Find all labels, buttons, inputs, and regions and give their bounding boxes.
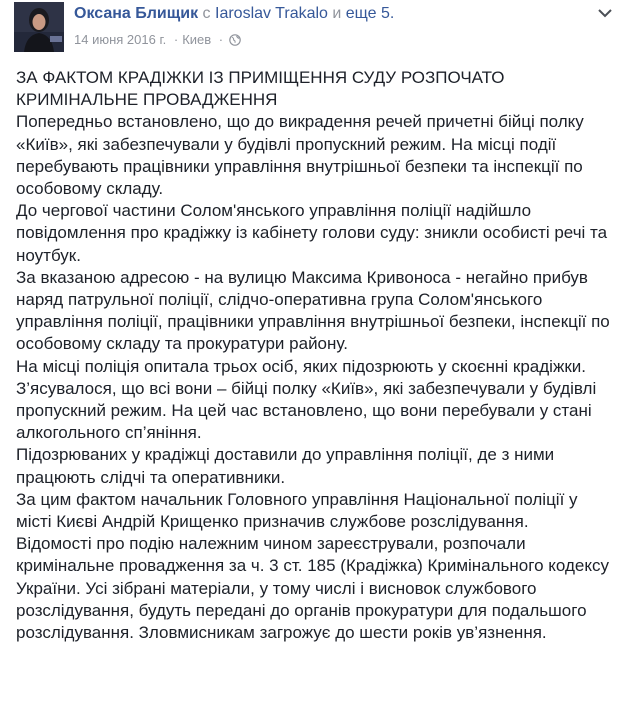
- post-paragraph: Підозрюваних у крадіжці доставили до управління поліції, де з ними працюють слідчі та оперативники.: [16, 445, 555, 487]
- with-label: с: [202, 5, 211, 22]
- chevron-down-icon: [596, 6, 614, 20]
- separator: ·: [173, 32, 179, 47]
- post-subline: [74, 32, 574, 48]
- post-names-line: [74, 4, 574, 24]
- post-paragraph: До чергової частини Солом'янського управління поліції надійшло повідомлення про крадіжку із кабінету голови суду: зникли особисті речі та ноутбук.: [16, 201, 608, 265]
- post-paragraph: На місці поліція опитала трьох осіб, яких підозрюють у скоєнні крадіжки. З’ясувалося, що всі вони – бійці полку «Київ», які забезпечували у будівлі пропускний режим. На цей час встановлено, що вони перебували у стані алкогольного сп’яніння.: [16, 356, 597, 443]
- post-menu-button[interactable]: [596, 6, 614, 20]
- post-paragraph: За цим фактом начальник Головного управління Національної поліції у місті Києві Андрій Крищенко призначив службове розслідування.: [16, 489, 578, 532]
- avatar[interactable]: [14, 2, 64, 52]
- location-link[interactable]: Киев: [182, 32, 212, 47]
- and-label: и: [332, 5, 342, 22]
- avatar-photo: [14, 2, 64, 52]
- post-title-paragraph: ЗА ФАКТОМ КРАДІЖКИ ІЗ ПРИМІЩЕННЯ СУДУ РОЗПОЧАТО КРИМІНАЛЬНЕ ПРОВАДЖЕННЯ: [16, 68, 505, 110]
- post-meta: [74, 4, 574, 48]
- author-name-link[interactable]: Оксана Блищик: [74, 5, 199, 22]
- post-date-link[interactable]: 14 июня 2016 г.: [74, 32, 167, 47]
- tagged-user-link[interactable]: Iaroslav Trakalo: [215, 5, 328, 22]
- post-header: [14, 2, 614, 54]
- post-paragraph: Попередньо встановлено, що до викрадення речей причетні бійці полку «Київ», які забезпечували у будівлі пропускний режим. На місці події перебувають працівники управління внутрішньої безпеки та інспекції по особовому складу.: [16, 112, 584, 199]
- globe-icon[interactable]: [229, 34, 241, 46]
- others-link[interactable]: еще 5.: [345, 5, 395, 22]
- post-paragraph: Відомості про подію належним чином зареєстрували, розпочали кримінальне провадження за ч. 3 ст. 185 (Крадіжка) Кримінального кодексу України. Усі зібрані матеріали, у тому числі і висновок службового розслідування, будуть передані до органів прокуратури для подальшого розслідування. Зловмисникам загрожує до шести років ув’язнення.: [16, 534, 609, 643]
- separator: ·: [218, 32, 224, 47]
- post-body: [16, 67, 610, 644]
- post-paragraph: За вказаною адресою - на вулицю Максима Кривоноса - негайно прибув наряд патрульної поліції, слідчо-оперативна група Солом'янського управління поліції, працівники управління внутрішньої безпеки, інспекції по особовому складу та прокуратури району.: [16, 267, 610, 354]
